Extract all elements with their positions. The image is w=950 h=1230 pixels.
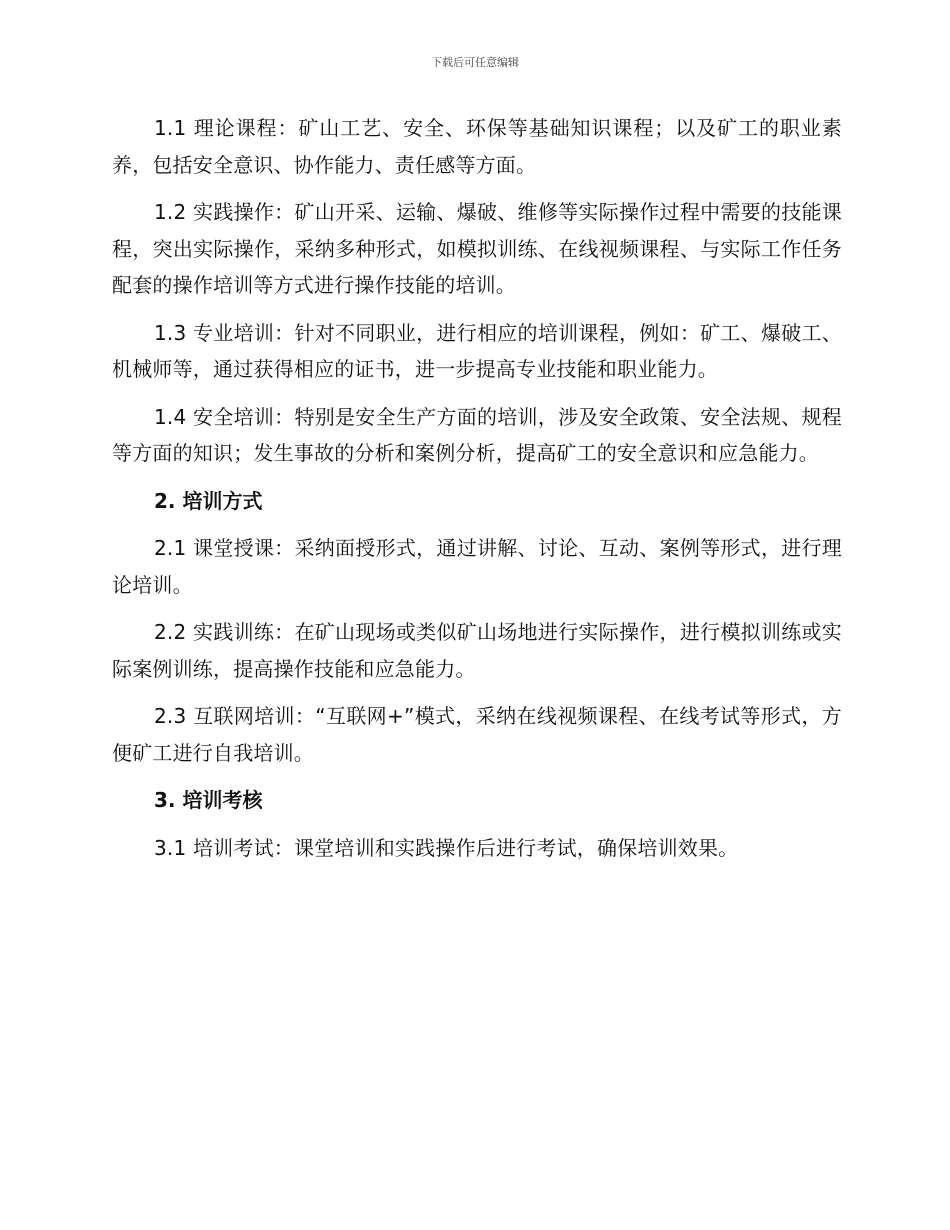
page-header: 下载后可任意编辑	[431, 56, 519, 69]
paragraph-1-2: 1.2 实践操作：矿山开采、运输、爆破、维修等实际操作过程中需要的技能课程，突出实际操作，采纳多种形式，如模拟训练、在线视频课程、与实际工作任务配套的操作培训等方式进行操作技能的培训。	[112, 200, 842, 297]
paragraph-1-4: 1.4 安全培训：特别是安全生产方面的培训，涉及安全政策、安全法规、规程等方面的知识；发生事故的分析和案例分析，提高矿工的安全意识和应急能力。	[112, 404, 842, 465]
paragraph-2-2: 2.2 实践训练：在矿山现场或类似矿山场地进行实际操作，进行模拟训练或实际案例训练，提高操作技能和应急能力。	[112, 620, 842, 681]
paragraph-2-1: 2.1 课堂授课：采纳面授形式，通过讲解、讨论、互动、案例等形式，进行理论培训。	[112, 536, 842, 597]
paragraph-1-1: 1.1 理论课程：矿山工艺、安全、环保等基础知识课程；以及矿工的职业素养，包括安全意识、协作能力、责任感等方面。	[112, 116, 842, 177]
paragraph-1-3: 1.3 专业培训：针对不同职业，进行相应的培训课程，例如：矿工、爆破工、机械师等，通过获得相应的证书，进一步提高专业技能和职业能力。	[112, 320, 842, 381]
section-heading-2: 2. 培训方式	[154, 488, 263, 513]
document-body	[112, 110, 842, 877]
paragraph-2-3: 2.3 互联网培训：“互联网+”模式，采纳在线视频课程、在线考试等形式，方便矿工进行自我培训。	[112, 704, 842, 765]
paragraph-3-1: 3.1 培训考试：课堂培训和实践操作后进行考试，确保培训效果。	[154, 835, 739, 860]
section-heading-3: 3. 培训考核	[154, 788, 263, 812]
